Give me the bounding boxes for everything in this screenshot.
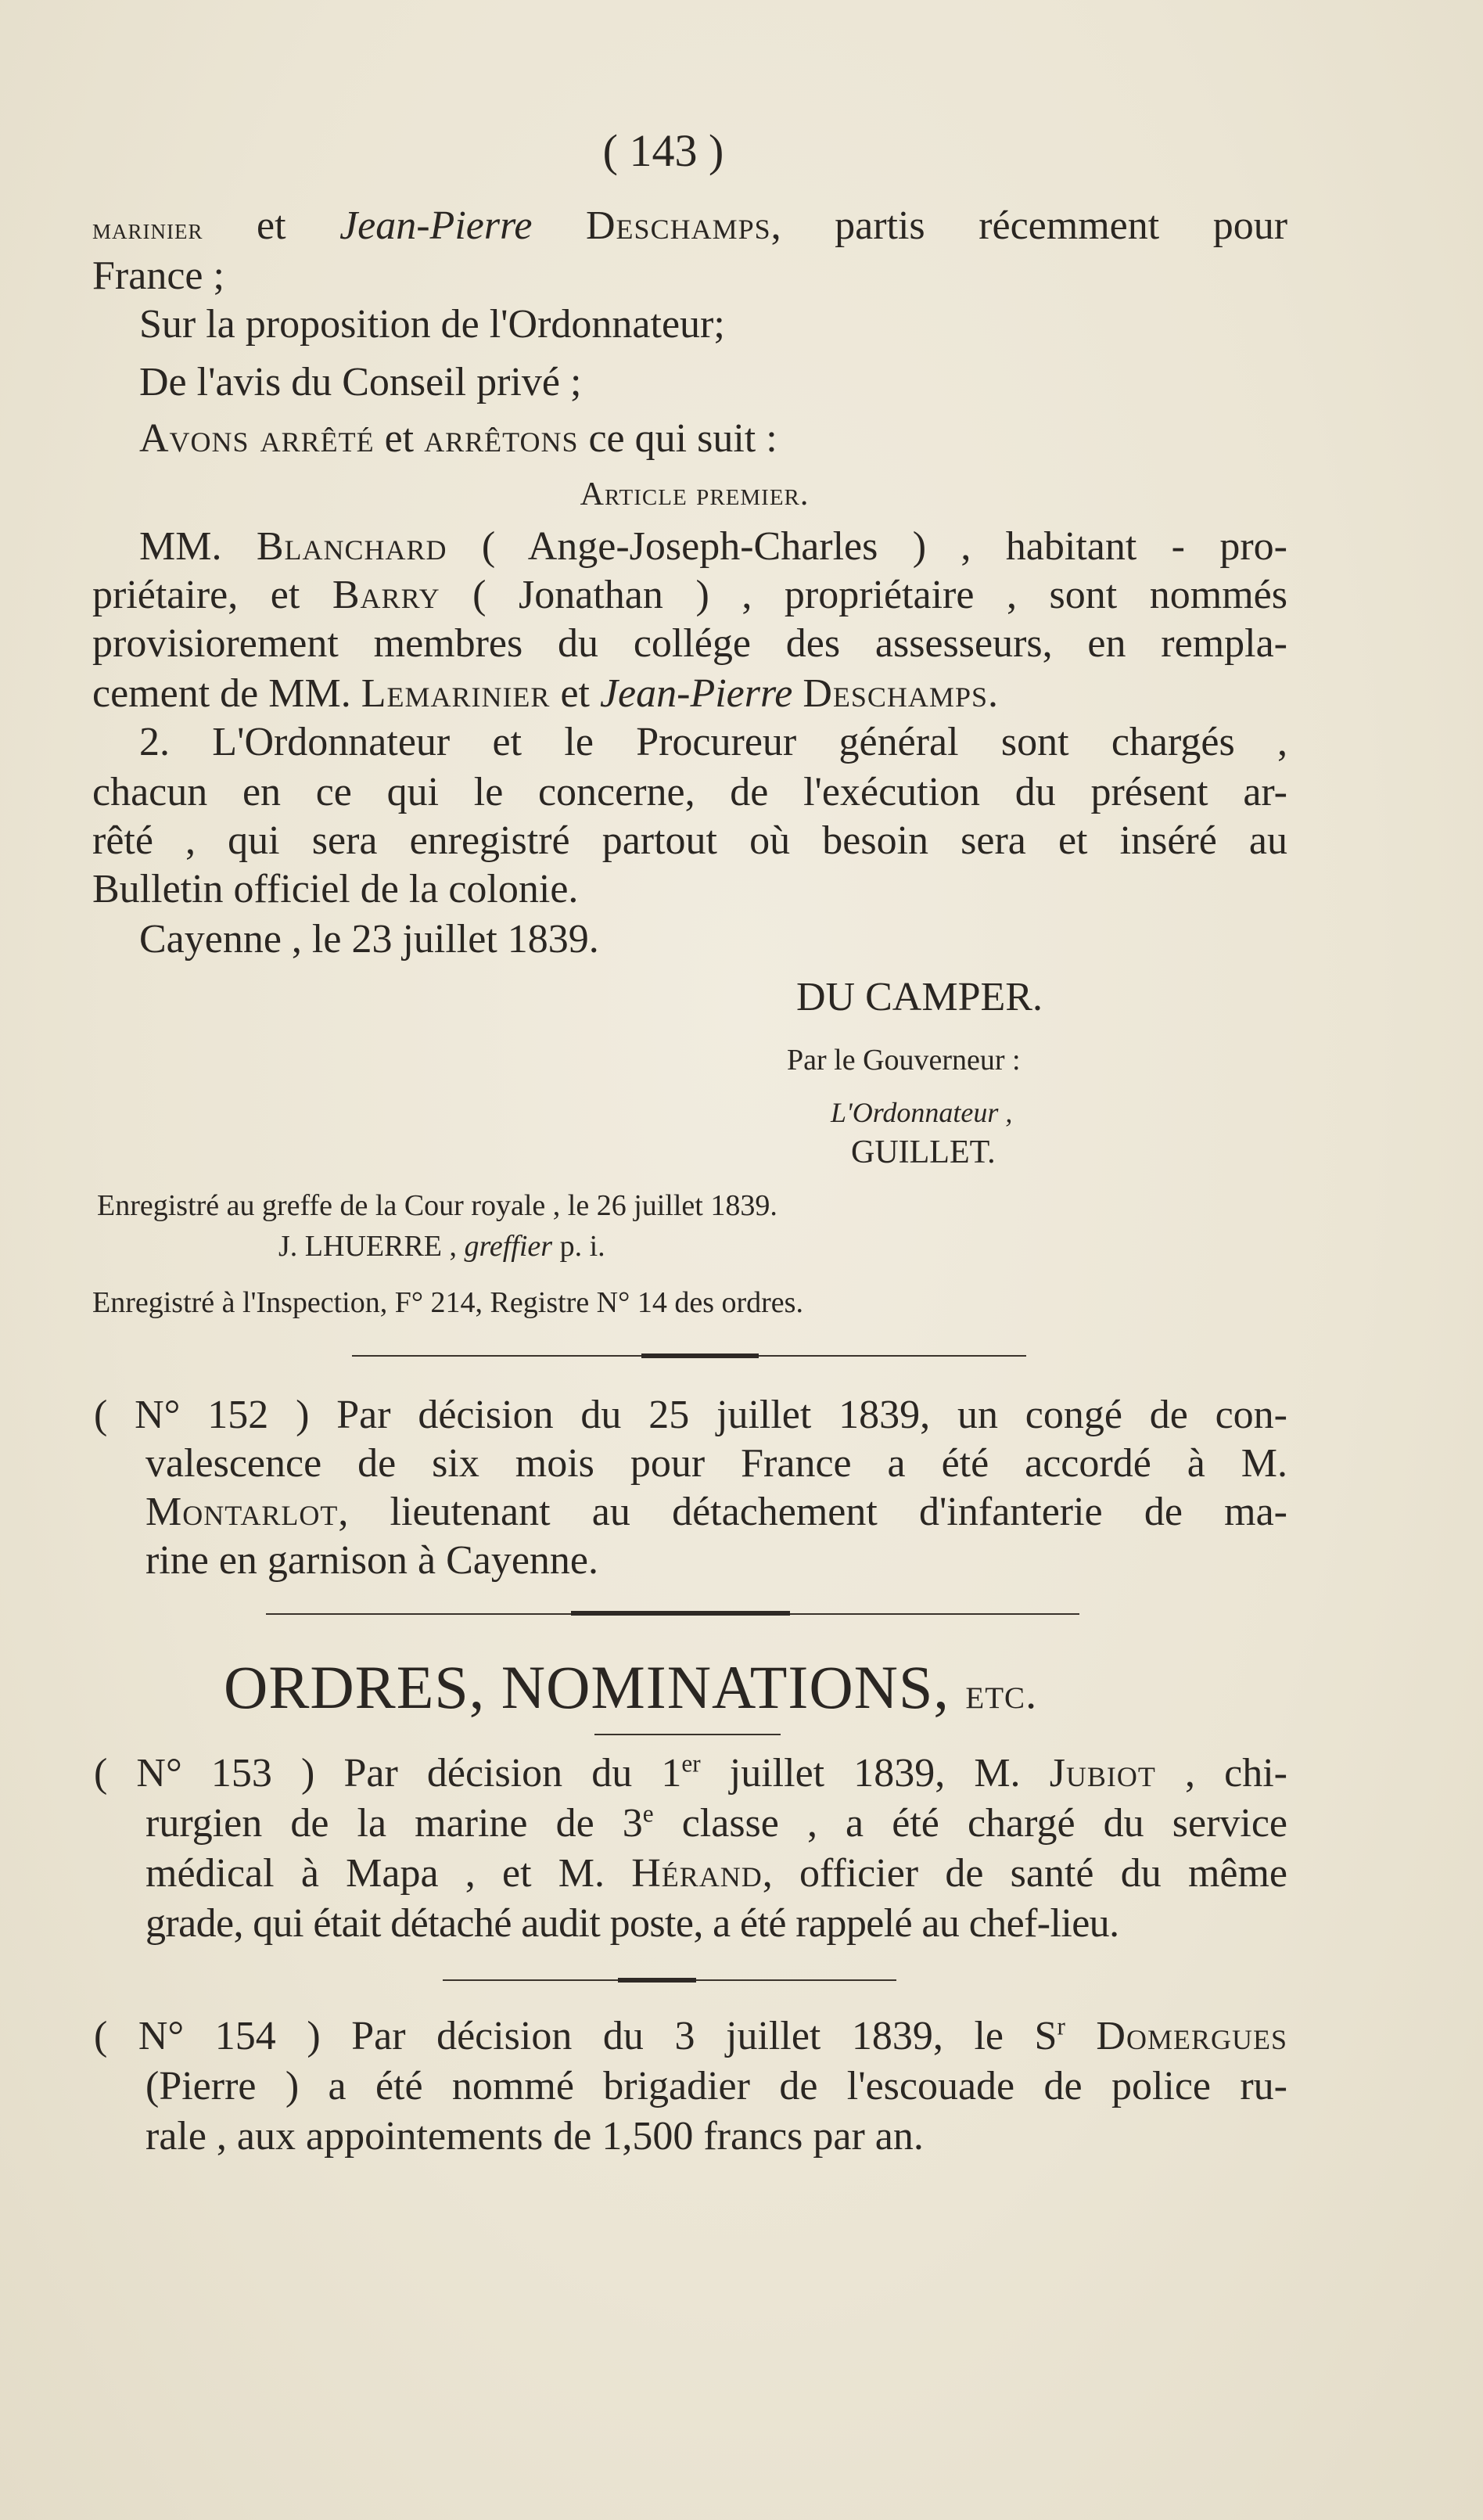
text-line: (Pierre ) a été nommé brigadier de l'escouade de police ru- [145, 2064, 1287, 2108]
text-line: Montarlot, lieutenant au détachement d'infanterie de ma- [145, 1490, 1287, 1534]
separator-ornament [641, 1353, 759, 1358]
text-line: ( N° 152 ) Par décision du 25 juillet 1839, un congé de con- [94, 1393, 1287, 1437]
text-line: France ; [92, 253, 224, 298]
text-line: rêté , qui sera enregistré partout où besoin sera et inséré au [92, 818, 1287, 863]
registration-line: J. LHUERRE , greffier p. i. [278, 1230, 605, 1263]
text-line: rine en garnison à Cayenne. [145, 1538, 599, 1583]
text-line: ( N° 153 ) Par décision du 1er juillet 1839, M. Jubiot , chi- [94, 1749, 1288, 1796]
text-line: ( N° 154 ) Par décision du 3 juillet 1839, le $S^r$ Domergues [94, 2012, 1287, 2058]
governor-signature: DU CAMPER. [796, 975, 1043, 1019]
signature-name: GUILLET. [851, 1134, 996, 1170]
registration-line: Enregistré au greffe de la Cour royale , le 26 juillet 1839. [97, 1189, 777, 1222]
signature-by: Par le Gouverneur : [787, 1044, 1021, 1077]
text-line: priétaire, et Barry ( Jonathan ) , propriétaire , sont nommés [92, 573, 1287, 617]
text-line: rale , aux appointements de 1,500 francs par an. [145, 2114, 924, 2159]
text-line: marinier et Jean-Pierre Deschamps, partis récemment pour [92, 203, 1288, 248]
date-line: Cayenne , le 23 juillet 1839. [139, 917, 599, 962]
registration-line: Enregistré à l'Inspection, F° 214, Registre N° 14 des ordres. [92, 1286, 803, 1319]
text-line: MM. Blanchard ( Ange-Joseph-Charles ) , habitant - pro- [139, 524, 1287, 569]
text-line: 2. L'Ordonnateur et le Procureur général sont chargés , [139, 720, 1287, 764]
text-line: grade, qui était détaché audit poste, a été rappelé au chef-lieu. [145, 1901, 1119, 1946]
heading-underline [594, 1734, 781, 1735]
separator-ornament [618, 1978, 696, 1983]
page-number: ( 143 ) [602, 125, 724, 176]
text-line: provisiorement membres du collége des assesseurs, en rempla- [92, 621, 1287, 666]
text-line: médical à Mapa , et M. Hérand, officier de santé du même [145, 1851, 1288, 1896]
text-line: chacun en ce qui le concerne, de l'exécution du présent ar- [92, 770, 1287, 814]
text-line: Bulletin officiel de la colonie. [92, 867, 579, 911]
signature-role: L'Ordonnateur , [831, 1097, 1013, 1128]
section-heading: ORDRES, NOMINATIONS, etc. [224, 1653, 1038, 1721]
text-line: valescence de six mois pour France a été accordé à M. [145, 1441, 1287, 1486]
text-line: Avons arrêté et arrêtons ce qui suit : [139, 416, 777, 461]
separator-ornament [571, 1611, 790, 1616]
article-heading: Article premier. [580, 476, 810, 512]
text-line: cement de MM. Lemarinier et Jean-Pierre Deschamps. [92, 671, 999, 716]
text-line: rurgien de la marine de 3e classe , a été chargé du service [145, 1799, 1287, 1846]
text-line: De l'avis du Conseil privé ; [139, 360, 582, 404]
text-line: Sur la proposition de l'Ordonnateur; [139, 302, 725, 347]
